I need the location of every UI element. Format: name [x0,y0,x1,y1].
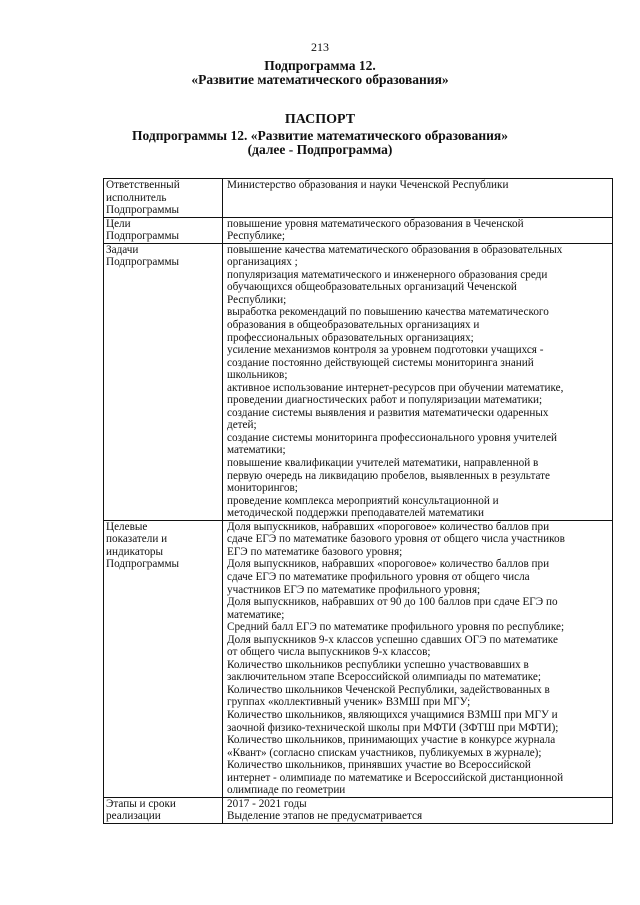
row-content-line: сдаче ЕГЭ по математике базового уровня от общего числа участников [227,533,565,546]
row-content-line: Республике; [227,230,285,243]
row-content-line: интернет - олимпиаде по математике и Всероссийской дистанционной [227,771,564,784]
row-content-line: от общего числа выпускников 9-х классов; [227,646,431,659]
passport-subtitle-line1: Подпрограммы 12. «Развитие математического образования» [132,128,508,143]
row-content-line: «Квант» (согласно спискам участников, публикуемых в журнале); [227,746,542,759]
row-content-line: математики; [227,444,286,457]
row-content-line: Количество школьников республики успешно участвовавших в [227,658,529,671]
row-label-line: Подпрограммы [106,230,180,243]
subprogram-heading-line1: Подпрограмма 12. [264,58,376,73]
row-label-line: Этапы и сроки [106,797,176,810]
row-label-cell [104,797,223,823]
row-content-line: образования в общеобразовательных организациях и [227,319,480,332]
subprogram-heading-line2: «Развитие математического образования» [191,72,449,87]
row-content-line: создание системы выявления и развития математически одаренных [227,406,549,419]
row-content-line: методической поддержки преподавателей математики [227,507,484,520]
row-label-line: Целевые [106,520,148,533]
row-label-line: показатели и [106,533,168,546]
row-content-line: выработка рекомендаций по повышению качества математического [227,306,549,319]
row-content-line: проведении диагностических работ и популяризации математики; [227,394,543,407]
row-content-line: заключительном этапе Всероссийской олимпиады по математике; [227,671,541,684]
row-label-line: Цели [106,217,131,230]
row-content-line: участников ЕГЭ по математике профильного уровня; [227,583,481,596]
table-row [104,217,613,243]
subprogram-heading [0,59,640,87]
row-content-line: профессиональных образовательных организациях; [227,331,474,344]
table-row [104,797,613,823]
row-label-line: Подпрограммы [106,204,180,217]
row-label-cell [104,179,223,218]
row-content-line: повышение квалификации учителей математики, направленной в [227,457,539,470]
row-content-line: Средний балл ЕГЭ по математике профильного уровня по республике; [227,621,565,634]
table-row [104,243,613,520]
row-content-line: Республики; [227,293,287,306]
table-row [104,179,613,218]
passport-subtitle-line2: (далее - Подпрограмма) [247,142,393,157]
row-label-line: индикаторы [106,545,164,558]
page-number: 213 [311,40,329,54]
row-content-line: олимпиаде по геометрии [227,784,346,797]
row-label-line: исполнитель [106,191,167,204]
row-content-cell [223,217,613,243]
row-content-line: Доля выпускников 9-х классов успешно сдавших ОГЭ по математике [227,633,558,646]
row-content-line: Количество школьников, принимающих участие в конкурсе журнала [227,734,556,747]
row-content-cell [223,179,613,218]
row-content-line: повышение уровня математического образования в Чеченской [227,217,524,230]
row-content-line: заочной физико-технической школы при МФТИ (ЗФТШ при МФТИ); [227,721,559,734]
row-content-cell [223,243,613,520]
row-content-line: 2017 - 2021 годы [227,797,307,810]
row-content-line: создание системы мониторинга профессионального уровня учителей [227,431,558,444]
row-label-line: Ответственный [106,179,180,191]
row-content-line: сдаче ЕГЭ по математике профильного уровня от общего числа [227,570,530,583]
row-content-line: Выделение этапов не предусматривается [227,810,423,823]
row-label-line: Подпрограммы [106,558,180,571]
row-content-line: Доля выпускников, набравших «пороговое» количество баллов при [227,520,550,533]
row-content-line: Доля выпускников, набравших от 90 до 100 баллов при сдаче ЕГЭ по [227,596,558,609]
row-label-cell [104,520,223,797]
row-content-line: математике; [227,608,285,621]
row-content-line: Количество школьников Чеченской Республики, задействованных в [227,683,550,696]
row-content-line: детей; [227,419,257,432]
row-content-line: школьников; [227,369,288,382]
row-label-line: Подпрограммы [106,256,180,269]
row-label-cell [104,243,223,520]
row-content-cell [223,520,613,797]
row-content-line: организациях ; [227,256,298,269]
row-content-line: повышение качества математического образования в образовательных [227,243,563,256]
row-label-line: реализации [106,810,161,823]
row-content-line: Количество школьников, принявших участие во Всероссийской [227,759,531,772]
row-content-line: первую очередь на ликвидацию пробелов, выявленных в результате [227,469,551,482]
row-content-line: Доля выпускников, набравших «пороговое» количество баллов при [227,558,550,571]
row-content-cell [223,797,613,823]
row-content-line: Министерство образования и науки Чеченской Республики [227,179,509,191]
passport-table-body [104,179,613,824]
row-label-cell [104,217,223,243]
row-content-line: популяризация математического и инженерного образования среди [227,268,548,281]
row-content-line: проведение комплекса мероприятий консультационной и [227,494,499,507]
row-content-line: создание постоянно действующей системы мониторинга знаний [227,356,534,369]
row-content-line: активное использование интернет-ресурсов при обучении математике, [227,381,564,394]
passport-subtitle [0,129,640,157]
table-row [104,520,613,797]
row-content-line: мониторингов; [227,482,298,495]
passport-table [103,178,613,824]
row-content-line: Количество школьников, являющихся учащимися ВЗМШ при МГУ и [227,708,558,721]
row-content-line: ЕГЭ по математике базового уровня; [227,545,403,558]
row-content-line: обучающихся общеобразовательных организаций Чеченской [227,281,517,294]
row-content-line: усиление механизмов контроля за уровнем подготовки учащихся - [227,344,544,357]
passport-title: ПАСПОРТ [284,112,356,127]
row-content-line: группах «коллективный ученик» ВЗМШ при МГУ; [227,696,471,709]
row-label-line: Задачи [106,243,139,256]
